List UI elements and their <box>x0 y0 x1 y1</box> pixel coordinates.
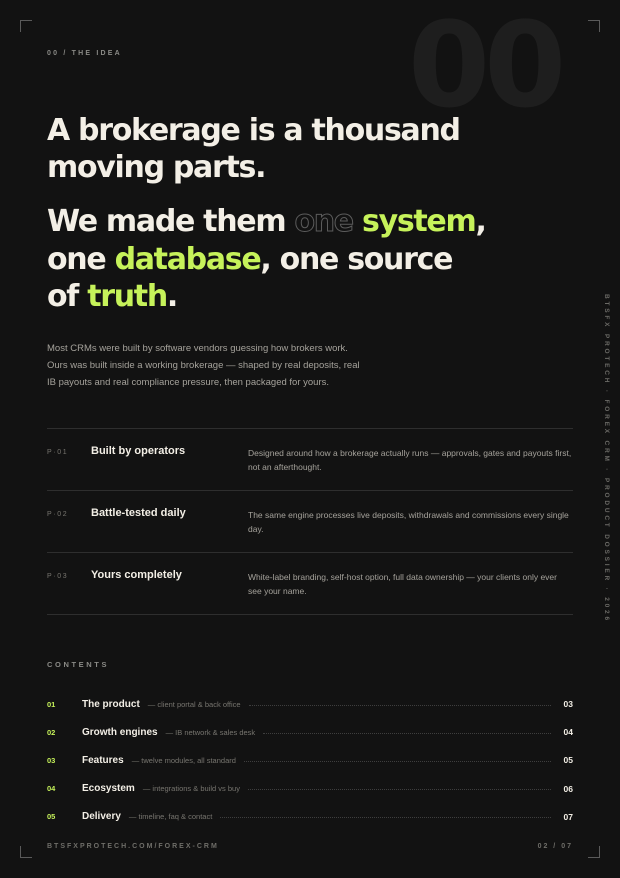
toc-number: 01 <box>47 699 56 709</box>
toc-number: 05 <box>47 812 56 822</box>
subhead-text: We made them <box>47 204 295 239</box>
toc-title: Features <box>82 754 124 766</box>
contents-heading: CONTENTS <box>47 660 110 669</box>
subhead-highlight-system: system <box>362 204 476 239</box>
toc-title: Delivery <box>82 811 121 823</box>
toc-subtitle: — integrations & build vs buy <box>142 784 240 794</box>
section-number-watermark: 00 <box>408 0 561 134</box>
toc-entry-features[interactable] <box>47 746 573 774</box>
toc-title: Growth engines <box>82 726 158 738</box>
corner-mark-bottom-left <box>20 846 32 858</box>
toc-leader-dots <box>220 817 551 818</box>
toc-entry-ecosystem[interactable] <box>47 775 573 803</box>
toc-leader-dots <box>263 733 551 734</box>
toc-page-number: 07 <box>563 811 573 822</box>
subhead-outline-word: one <box>294 204 353 239</box>
pillar-row <box>47 553 573 615</box>
intro-line: Most CRMs were built by software vendors guessing how brokers work. <box>47 343 348 354</box>
footer-url-link[interactable]: BTSFXPROTECH.COM/FOREX-CRM <box>47 843 219 850</box>
corner-mark-bottom-right <box>588 846 600 858</box>
subhead-text <box>353 204 362 239</box>
toc-subtitle: — twelve modules, all standard <box>131 755 236 765</box>
intro-line: IB payouts and real compliance pressure, then packaged for yours. <box>47 377 329 388</box>
intro-line: Ours was built inside a working brokerage — shaped by real deposits, real <box>47 360 360 371</box>
toc-leader-dots <box>244 761 551 762</box>
toc-entry-delivery[interactable] <box>47 803 573 831</box>
subhead-text: of <box>47 279 88 314</box>
toc-page-number: 04 <box>563 727 573 738</box>
headline-line-1: A brokerage is a thousand <box>47 113 460 148</box>
subhead-text: one <box>47 241 115 277</box>
toc-number: 04 <box>47 784 56 794</box>
pillar-description: White-label branding, self-host option, full data ownership — your clients only ever see your name. <box>248 572 557 596</box>
toc-page-number: 05 <box>563 755 573 766</box>
footer-page-counter: 02 / 07 <box>537 843 573 850</box>
toc-page-number: 06 <box>563 783 573 794</box>
table-of-contents <box>47 690 573 831</box>
toc-number: 03 <box>47 755 56 765</box>
subhead-highlight-database: database <box>114 241 261 277</box>
toc-number: 02 <box>47 727 56 737</box>
toc-entry-the-product[interactable] <box>47 690 573 718</box>
vertical-side-label: BTSFX PROTECH · FOREX CRM · PRODUCT DOSSIER · 2026 <box>603 294 610 623</box>
pillar-row <box>47 491 573 553</box>
pillar-code: P·01 <box>47 449 69 456</box>
pillar-description: Designed around how a brokerage actually runs — approvals, gates and payouts first, not an afterthought. <box>248 448 572 472</box>
intro-paragraph <box>47 340 407 391</box>
pillar-title: Yours completely <box>91 569 182 581</box>
toc-leader-dots <box>249 705 551 706</box>
pillar-code: P·03 <box>47 573 69 580</box>
page-subheadline <box>47 203 587 316</box>
pillar-description: The same engine processes live deposits, withdrawals and commissions every single day. <box>248 510 569 534</box>
toc-title: The product <box>82 698 140 710</box>
headline-line-2: moving parts. <box>47 150 266 185</box>
toc-subtitle: — IB network & sales desk <box>165 727 256 737</box>
pillars-list <box>47 428 573 615</box>
pillar-row <box>47 429 573 491</box>
corner-mark-top-left <box>20 20 32 32</box>
toc-title: Ecosystem <box>82 783 135 795</box>
toc-page-number: 03 <box>563 699 573 710</box>
toc-leader-dots <box>248 789 551 790</box>
subhead-text: , one source <box>260 241 453 277</box>
subhead-text: , <box>475 204 486 239</box>
section-eyebrow: 00 / THE IDEA <box>47 50 122 57</box>
toc-subtitle: — client portal & back office <box>147 699 241 709</box>
toc-entry-growth-engines[interactable] <box>47 718 573 746</box>
corner-mark-top-right <box>588 20 600 32</box>
page-headline <box>47 112 567 186</box>
subhead-highlight-truth: truth <box>87 279 167 314</box>
toc-subtitle: — timeline, faq & contact <box>128 812 213 822</box>
pillar-title: Built by operators <box>91 445 186 457</box>
pillar-code: P·02 <box>47 511 69 518</box>
pillar-title: Battle-tested daily <box>91 507 186 519</box>
subhead-text: . <box>166 279 178 314</box>
